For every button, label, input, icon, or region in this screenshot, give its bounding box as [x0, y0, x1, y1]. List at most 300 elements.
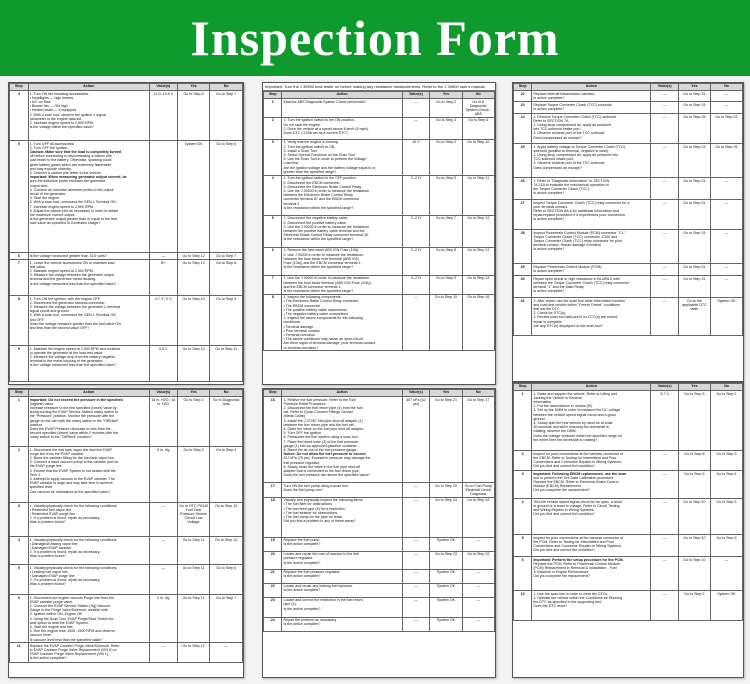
action-line: Does the voltage measure within the specified range for	[533, 433, 623, 438]
yes-cell: Go to Step 14	[177, 260, 210, 296]
action-line: 1. Turn the ignition switch to the OFF position.	[283, 176, 357, 181]
action-line: 8. Adjust the carbon pile as necessary in order to obtain	[29, 208, 119, 213]
action-line: Fuse (10A)) and the EBCM connector terminal 1.	[283, 260, 362, 265]
column-header: Value(s)	[149, 390, 177, 397]
action-line: Important: Do not exceed the pressure in the specified	[29, 397, 123, 402]
yes-cell: Go to Step 11	[177, 595, 210, 643]
action-line: Are the ignition voltage and the battery voltage equal to or	[283, 165, 376, 170]
action-line: and may explode violently.	[29, 166, 72, 171]
value-cell: 5-7 V	[651, 391, 678, 451]
action-line: Pressure Relief Procedure.	[283, 401, 327, 406]
value-cell: —	[149, 537, 177, 565]
yes-cell: Go to Step 31	[678, 91, 710, 102]
action-line: • Damaged/Leaking vapor line	[29, 541, 78, 546]
step-number: 22	[514, 91, 532, 102]
no-cell: Go to Step 7	[210, 595, 243, 643]
yes-cell: Go to Step 31	[678, 230, 710, 264]
table-row	[514, 557, 743, 591]
action-line: between the fuel return pipe and the fuel rail.	[283, 422, 355, 427]
no-cell: Go to Step 12	[210, 537, 243, 565]
value-cell: —	[402, 569, 430, 583]
no-cell: Go to Step 4	[210, 447, 243, 503]
action-line: Connections and Connector Repairs in Wiring Systems.	[533, 543, 622, 548]
column-header: Yes	[430, 92, 462, 99]
action-line: test value.	[29, 264, 47, 269]
action-line: circuit of the generator.	[29, 191, 67, 196]
action-line: Is the resistance within the specified range?	[283, 205, 354, 210]
step-number: 28	[514, 230, 532, 264]
action-line: 1. Remove Torque Converter Clutch (TCC) solenoid.	[533, 114, 617, 119]
action-line: to EVAP Canister Purge Valve Replacement (VIN K) or	[29, 647, 117, 652]
action-line: 3. Review scan tool data and if no DTC(s) are stored,	[533, 315, 619, 320]
action-line: 2. Check for DTC(s).	[533, 311, 567, 316]
inspection-sheet	[512, 82, 744, 382]
table-row	[264, 551, 495, 569]
table-header-row	[264, 92, 495, 99]
step-number: 3	[10, 503, 29, 537]
action-line: Is action complete?	[533, 289, 565, 294]
action-line: Does the voltage measure greater than the first value ON	[29, 321, 121, 326]
no-cell: —	[710, 264, 742, 276]
yes-cell: Go to Step 5	[678, 391, 710, 451]
action-cell	[282, 139, 402, 175]
step-number: 21	[264, 569, 282, 583]
action-line: Replace the PCM. Refer to Powertrain Control Module	[533, 561, 620, 566]
step-number: 26	[514, 178, 532, 200]
step-number: 2	[264, 117, 282, 139]
step-number: 5	[264, 215, 282, 247]
no-cell: Go to Step 11	[210, 346, 243, 382]
procedure-table	[513, 383, 743, 621]
action-cell	[532, 298, 651, 336]
action-line: 4. Slowly spin the rear wheels by hand for at least	[533, 420, 613, 425]
action-line: • Terminal corrosion	[283, 332, 316, 337]
action-line: • Damaged EVAP purge line	[29, 573, 75, 578]
no-cell: Go to Step 3	[710, 451, 742, 471]
action-cell	[532, 230, 651, 264]
action-line: Caution: Make sure that the load is completely turned	[29, 149, 122, 154]
action-line: 3. Set up the DMM in order to measure the DC voltage	[533, 408, 621, 413]
value-cell: —	[402, 597, 430, 617]
action-line: and the EBCM connector terminal 1.	[283, 284, 342, 289]
table-row	[10, 397, 243, 447]
action-line: vacuum level.	[29, 633, 52, 638]
action-cell	[28, 141, 149, 253]
step-number: 2	[10, 447, 29, 503]
table-row	[514, 200, 743, 230]
yes-cell: Go to Step 31	[678, 102, 710, 114]
table-row	[264, 117, 495, 139]
action-line: 6. Pressurize the fuel system using a scan tool.	[283, 435, 359, 440]
action-line: repair is complete.	[533, 319, 563, 324]
action-line: 9. Slowly close the valve in the fuel pipe shut-off	[283, 464, 360, 469]
no-cell: Go to Step 22	[462, 551, 494, 569]
value-cell: —	[402, 617, 430, 631]
table-row	[514, 102, 743, 114]
value-cell: —	[651, 230, 678, 264]
step-number: 27	[514, 200, 532, 230]
action-line: Does compressed air escape?	[533, 135, 582, 140]
action-line: • Terminal damage	[283, 324, 314, 329]
table-row	[10, 346, 243, 382]
action-line: Do not start the engine.	[283, 122, 321, 127]
action-line: 2. If a problem is found, repair as necessary.	[29, 550, 101, 555]
step-number: 5	[514, 535, 532, 557]
column-header: No	[462, 92, 494, 99]
value-cell: —	[651, 91, 678, 102]
action-line: Is the action complete?	[283, 606, 321, 611]
procedure-table	[9, 389, 243, 663]
yes-cell: Go to Step 10	[678, 557, 710, 591]
action-line: Does compressed air escape?	[533, 165, 582, 170]
step-number: 23	[514, 102, 532, 114]
action-line: • The fuel strainer for obstructions	[283, 510, 338, 515]
table-row	[514, 264, 743, 276]
no-cell: —	[710, 557, 742, 591]
action-cell	[28, 595, 149, 643]
value-cell: 0–2 Ω	[402, 175, 430, 215]
value-cell: 12.0–13.5 V	[149, 91, 177, 141]
value-cell: 0 in. Hg	[149, 595, 177, 643]
no-cell: Go to Step 9	[210, 296, 243, 346]
action-line: Repair open circuit or high resistance in BLU/BLK wire	[533, 276, 620, 281]
yes-cell: Go to Step 15	[430, 294, 462, 351]
action-line: 1. Maintain the engine speed at 2,500 RPM and continue	[29, 346, 121, 351]
column-header: Value(s)	[651, 84, 678, 91]
action-line: Does the fuel pump run?	[283, 487, 323, 492]
column-header: No	[210, 84, 243, 91]
sheet-note: Important: Turn the J 39500 leak tester on before making any resistance measurements. Refer to the J 39500 user's manual.	[263, 83, 495, 91]
action-line: purge line from the EVAP canister.	[29, 451, 85, 456]
action-line: 2. Turn the ignition switch to ON.	[283, 144, 336, 149]
action-cell	[532, 91, 651, 102]
action-line: tool to perform the Tire Data Calibration procedure.	[533, 475, 615, 480]
yes-cell: Go to Step 25	[678, 114, 710, 144]
value-cell: 10 V	[402, 139, 430, 175]
action-line: between the vehicle speed signal circuit and a good	[533, 412, 616, 417]
table-row	[514, 91, 743, 102]
action-line: Did you find and correct the condition?	[533, 548, 595, 553]
column-header: Step	[10, 390, 29, 397]
action-line: 4. Use the J 39200 in order to measure the resistance	[283, 188, 370, 193]
yes-cell: Go to Step 11	[177, 565, 210, 595]
action-line: Important: Following EBCM replacement, use the scan	[533, 471, 627, 476]
step-number: 6	[514, 557, 532, 591]
value-cell: 0–2 Ω	[402, 275, 430, 294]
action-line: ground.	[533, 416, 546, 421]
yes-cell: Go to Step 10	[678, 535, 710, 557]
table-row	[264, 483, 495, 498]
no-cell: Go to Step 6	[210, 141, 243, 253]
table-row	[264, 139, 495, 175]
action-line: 1. Use the scan tool in order to clear the DTCs.	[533, 591, 609, 596]
action-line: Is action complete?	[533, 95, 565, 100]
action-line: gauge on the cart with the rotary switch in the "Off/Hold"	[29, 418, 119, 423]
table-header-row	[514, 384, 743, 391]
value-cell: —	[651, 144, 678, 178]
value-cell: —	[402, 99, 430, 118]
table-row	[10, 141, 243, 253]
column-header: Action	[282, 390, 402, 397]
value-cell: B+	[149, 260, 177, 296]
action-line: 1. Visually/physically check for the following conditions:	[29, 565, 118, 570]
action-line: Did you complete the replacement?	[533, 488, 590, 493]
action-cell	[282, 117, 402, 139]
value-cell: —	[651, 499, 678, 535]
step-number: 30	[514, 276, 532, 298]
value-cell: —	[402, 483, 430, 498]
action-line: Is action complete?	[533, 191, 565, 196]
action-cell	[532, 499, 651, 535]
table-row	[10, 253, 243, 260]
action-line: 4. Open the valve on the fuel pipe shut-off adapter.	[283, 426, 365, 431]
yes-cell: Go to Step 31	[678, 178, 710, 200]
action-line: Is action complete?	[533, 247, 565, 252]
step-number: 7	[10, 260, 29, 296]
action-line: Replace internal transmission harness.	[533, 91, 596, 96]
value-cell: —	[149, 565, 177, 595]
action-line: 2. Operate the vehicle within the Conditions for Running	[533, 595, 623, 600]
value-cell	[149, 141, 177, 253]
action-line: between the Electronic Brake Control Relay	[283, 193, 353, 198]
action-line: 4. With a scan tool, command the GEN-L Terminal ON	[29, 313, 116, 318]
action-line: Replace the EVAP Canister Purge Valve/Solenoid. Refer	[29, 643, 120, 648]
action-line: Refer to SECTION 8A-6 for additional information and	[533, 208, 620, 213]
yes-cell: Go to Step 2	[678, 591, 710, 621]
action-line: position.	[29, 422, 44, 427]
table-row	[10, 447, 243, 503]
action-line: Was a problem found?	[29, 520, 66, 525]
table-row	[514, 471, 743, 499]
table-row	[264, 617, 495, 631]
column-header: Value(s)	[651, 384, 678, 391]
table-row	[10, 503, 243, 537]
action-line: Are any DTC(s) displayed on the scan tool?	[533, 323, 603, 328]
table-row	[264, 397, 495, 483]
action-line: Does the fuel pressure rise above the specified value?	[283, 473, 370, 478]
table-row	[264, 597, 495, 617]
action-line: Inspect Powertrain Control Module (PCM) connector "C1,"	[533, 230, 626, 235]
column-header: Yes	[177, 84, 210, 91]
action-line: Is the action complete?	[283, 622, 321, 627]
step-number: 1	[10, 397, 29, 447]
action-cell	[28, 537, 149, 565]
action-cell	[532, 471, 651, 499]
action-cell	[532, 451, 651, 471]
table-row	[514, 276, 743, 298]
step-number: 23	[264, 597, 282, 617]
action-line: • Damaged EVAP canister	[29, 545, 72, 550]
action-line: • Headlights — high beams	[29, 95, 74, 100]
action-line: 1. Remove the fuse block ABS IGN Fuse (10A).	[283, 248, 360, 253]
value-cell: —	[149, 503, 177, 537]
no-cell: —	[462, 617, 494, 631]
action-cell	[282, 583, 402, 597]
value-cell: —	[402, 551, 430, 569]
table-row	[10, 296, 243, 346]
action-line: terminal 2.	[283, 201, 301, 206]
column-header: Yes	[678, 384, 710, 391]
action-line: between the fuse block terminal (ABS IGN Fuse (10A))	[283, 280, 371, 285]
action-line: 2. Using shop compressed air, apply air pressure	[533, 122, 612, 127]
action-cell	[532, 102, 651, 114]
action-cell	[282, 397, 402, 483]
action-line: • The Electronic Brake Control Relay connector	[283, 299, 359, 304]
value-cell: —	[651, 102, 678, 114]
step-number: 2	[514, 451, 532, 471]
action-line: 1. Apply battery voltage to Torque Converter Clutch (TCC)	[533, 144, 626, 149]
yes-cell: Go to Step 10	[177, 296, 210, 346]
action-line: the EVAP purge line.	[29, 464, 63, 469]
no-cell: Go to Diagnostic Aids	[210, 397, 243, 447]
action-line: • Poor terminal contact	[283, 328, 320, 333]
action-line: Did you find and correct the condition?	[533, 464, 595, 469]
action-line: repair/replace procedure if it experiences poor connection.	[533, 213, 627, 218]
step-number: 19	[264, 537, 282, 551]
step-number: 7	[264, 275, 282, 294]
step-number: 5	[10, 141, 29, 253]
action-line: 2. Connect the EVAP Service Station (Hg) Vacuum	[29, 603, 111, 608]
action-line: and OFF.	[29, 317, 45, 322]
procedure-table	[263, 389, 495, 632]
step-number: 8	[264, 294, 282, 351]
table-row	[10, 260, 243, 296]
column-header: Step	[514, 84, 532, 91]
action-line: 2. Disconnect the positive battery cable.	[283, 220, 347, 225]
step-number: 4	[514, 499, 532, 535]
action-cell	[532, 591, 651, 621]
action-line: 2. Disconnect the EBCM connector.	[283, 180, 341, 185]
action-line: Replace the fuel pressure regulator.	[283, 570, 341, 575]
action-line: 2. If a problem is found, repair as necessary.	[29, 578, 101, 583]
yes-cell: Go to Step 10	[678, 499, 710, 535]
yes-cell: System OK	[430, 537, 462, 551]
action-line: second specified (lower) value within 2 minutes with the	[29, 431, 119, 436]
action-line: Replace the EBCM. Refer to Electronic Brake Control	[533, 479, 619, 484]
value-cell: —	[149, 253, 177, 260]
yes-cell: Go to Step 12	[177, 643, 210, 663]
action-line: sure the inductive probe encloses the generator	[29, 179, 106, 184]
column-header: Step	[264, 390, 282, 397]
table-row	[264, 583, 495, 597]
action-line: 2. Measure the voltage drop from the battery negative	[29, 354, 116, 359]
step-number: 4	[10, 537, 29, 565]
action-line: 1. Inspect the following components:	[283, 295, 342, 300]
action-line: Replace the fuel pump.	[283, 538, 321, 543]
action-cell	[282, 247, 402, 275]
action-line: solenoid (positive to terminal, negative to case).	[533, 148, 610, 153]
no-cell: Go to Step 16	[462, 294, 494, 351]
action-line: Is action complete?	[533, 217, 565, 222]
action-line: terminal "1" and the Main Relay.	[533, 284, 585, 289]
step-number: 25	[514, 144, 532, 178]
yes-cell: Go to Step 3	[430, 117, 462, 139]
action-line: terminal contact. Repair damage if evident.	[533, 243, 602, 248]
action-line: seal option to seal the EVAP System.	[29, 620, 89, 625]
table-row	[514, 499, 743, 535]
inspection-sheet	[262, 82, 496, 385]
no-cell: —	[710, 276, 742, 298]
no-cell: Go to Fuel Pump Electrical Circuit Diagnosis	[462, 483, 494, 498]
column-header: Step	[264, 92, 282, 99]
column-header: Value(s)	[402, 92, 430, 99]
step-number: 29	[514, 264, 532, 276]
yes-cell: Go to Step 5	[430, 175, 462, 215]
action-line: 1. After repair, use the scan tool clear information function	[533, 298, 626, 303]
table-row	[514, 144, 743, 178]
action-line: Load test.	[283, 161, 300, 166]
action-line: • Blower fan — ON high	[29, 104, 68, 109]
value-cell: —	[149, 643, 177, 663]
no-cell: Go to Step 12	[462, 215, 494, 247]
no-cell: Go to Step 23	[710, 114, 742, 144]
action-line: 1. Turn ON the following accessories:	[29, 91, 90, 96]
action-line: the maximum current output.	[29, 212, 76, 217]
action-line: the EBCM. Refer to Testing for Intermittent and Poor	[533, 455, 617, 460]
action-line: 30 seconds and while ensuring the driveshaft is	[533, 425, 609, 430]
action-line: (Metal Collar).	[283, 414, 307, 419]
action-line: 1. Disconnect the fuel tank vapor line and the EVAP	[29, 447, 112, 452]
action-line: 1. Relieve the fuel pressure. Refer to the Fuel	[283, 397, 356, 402]
action-line: 1. Leave the vehicle accessories ON or maintain load	[29, 260, 115, 265]
yes-cell: Go to Step 31	[678, 200, 710, 230]
yes-cell: Go to Step 24	[430, 497, 462, 537]
action-line: Refer to SECTION 7A.	[533, 118, 570, 123]
action-cell	[282, 597, 402, 617]
action-line: or terminal corrosion?	[283, 345, 319, 350]
table-row	[264, 99, 495, 118]
action-line: 8. Bleed the air out of the fuel pressure gauge.	[283, 447, 358, 452]
no-cell: Go to Step 6	[210, 565, 243, 595]
action-line: Is vacuum level less than the specified value?	[29, 637, 103, 642]
procedure-table	[513, 83, 743, 336]
action-line: 5. Attempt to apply vacuum to the EVAP canister. The	[29, 476, 115, 481]
value-cell: 15 in. H2O / 16 in. H2O	[149, 397, 177, 447]
table-row	[264, 175, 495, 215]
action-line: Is the voltage measured less than the specified value?	[29, 363, 117, 368]
value-cell: —	[402, 537, 430, 551]
action-line: Replace Powertrain Control Module (PCM).	[533, 264, 603, 269]
action-line: Turn ON the fuel pump using a scan tool.	[283, 483, 349, 488]
action-cell	[28, 253, 149, 260]
action-line: 5. Turn OFF the ignition.	[283, 431, 323, 436]
value-cell: 5 in. Hg	[149, 447, 177, 503]
table-header-row	[264, 390, 495, 397]
action-line: • The fuel pump for the pipe for leaks	[283, 514, 343, 519]
table-row	[10, 643, 243, 663]
value-cell: 4.7 V / 0 V	[149, 296, 177, 346]
action-line: load tester to the battery. Otherwise, sparking could	[29, 158, 112, 163]
action-line: • Restricted EVAP purge line	[29, 511, 76, 516]
step-number: 9	[10, 346, 29, 382]
action-line: 6. Run the engine from 1000 -1500 RPM and observe	[29, 629, 116, 634]
action-line: 5. Start the engine and idle.	[29, 624, 74, 629]
action-line: between the positive battery cable terminal and the	[283, 228, 365, 233]
action-line: & Gasoline in Engine Performance.	[533, 570, 590, 575]
action-line: 2. Disconnect the generator harness connector.	[29, 300, 106, 305]
action-line: • The positive battery cable connections	[283, 307, 347, 312]
action-line: 517 kPa (75 psi). Excessive pressure may damage the	[283, 456, 371, 461]
action-line: Electronic Brake Control Relay connector terminal 30.	[283, 233, 369, 238]
no-cell: Go to Step 6	[710, 535, 742, 557]
table-row	[264, 497, 495, 537]
action-line: Important: Perform the setup procedure for the PCM.	[533, 557, 624, 562]
yes-cell: Go to Step 11	[177, 537, 210, 565]
action-line: 3. Measure the voltage between the generator output	[29, 273, 115, 278]
step-number: 18	[264, 497, 282, 537]
column-header: Step	[514, 384, 532, 391]
table-row	[514, 178, 743, 200]
